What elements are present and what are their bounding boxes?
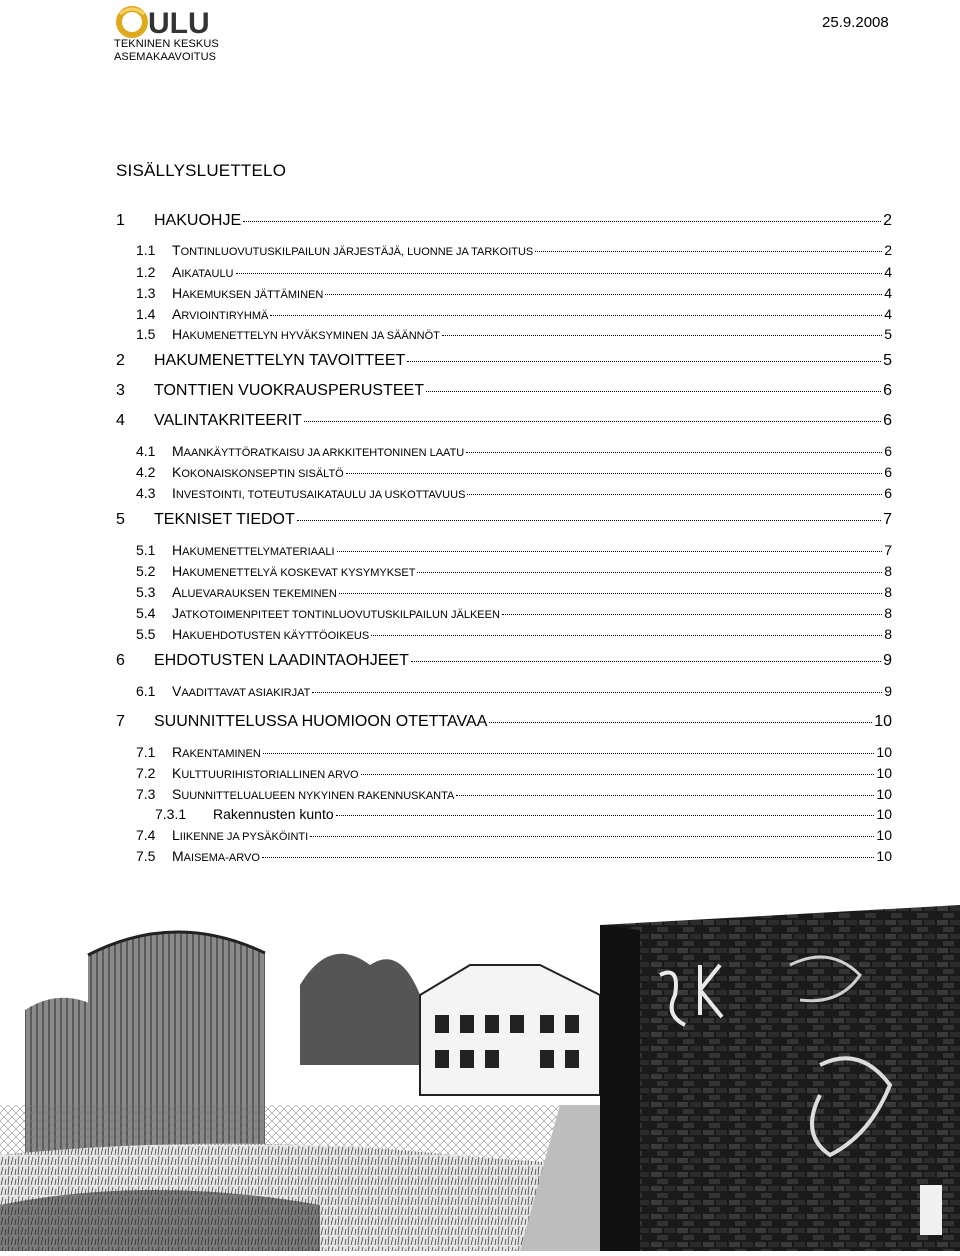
dot-leader	[361, 774, 875, 775]
toc-entry[interactable]: 1.2 AIKATAULU 4	[136, 264, 892, 280]
department-label	[114, 38, 219, 64]
toc-entry[interactable]: 7.3.1 Rakennusten kunto 10	[155, 806, 892, 822]
toc-entry[interactable]: 7.1 RAKENTAMINEN 10	[136, 744, 892, 760]
document-date: 25.9.2008	[822, 14, 889, 31]
toc-entry[interactable]: 1 HAKUOHJE 2	[116, 212, 892, 229]
department-line2: ASEMAKAAVOITUS	[114, 51, 217, 63]
dot-leader	[442, 335, 882, 336]
dot-leader	[467, 494, 882, 495]
toc-entry[interactable]: 1.4 ARVIOINTIRYHMÄ 4	[136, 306, 892, 322]
dot-leader	[270, 315, 882, 316]
dot-leader	[407, 361, 881, 362]
toc-entry[interactable]: 7.2 KULTTUURIHISTORIALLINEN ARVO 10	[136, 765, 892, 781]
dot-leader	[262, 857, 875, 858]
toc-entry[interactable]: 4.3 INVESTOINTI, TOTEUTUSAIKATAULU JA USKOTTAVUUS 6	[136, 485, 892, 501]
toc-entry[interactable]: 5.1 HAKUMENETTELYMATERIAALI 7	[136, 542, 892, 558]
industrial-site-photo	[0, 905, 960, 1251]
svg-text:ULU: ULU	[148, 7, 210, 40]
toc-entry[interactable]: 7.4 LIIKENNE JA PYSÄKÖINTI 10	[136, 827, 892, 843]
dot-leader	[489, 722, 872, 723]
toc-entry[interactable]: 1.5 HAKUMENETTELYN HYVÄKSYMINEN JA SÄÄNNÖT 5	[136, 326, 892, 342]
dot-leader	[297, 520, 881, 521]
dot-leader	[339, 593, 882, 594]
toc-entry[interactable]: 1.3 HAKEMUKSEN JÄTTÄMINEN 4	[136, 285, 892, 301]
dot-leader	[417, 572, 882, 573]
dot-leader	[325, 294, 882, 295]
toc-entry[interactable]: 4 VALINTAKRITEERIT 6	[116, 412, 892, 429]
dot-leader	[456, 795, 874, 796]
dot-leader	[336, 815, 875, 816]
toc-entry[interactable]: 7.3 SUUNNITTELUALUEEN NYKYINEN RAKENNUSKANTA 10	[136, 786, 892, 802]
toc-entry[interactable]: 5.2 HAKUMENETTELYÄ KOSKEVAT KYSYMYKSET 8	[136, 563, 892, 579]
toc-entry[interactable]: 6.1 VAADITTAVAT ASIAKIRJAT 9	[136, 683, 892, 699]
dot-leader	[502, 614, 882, 615]
toc-entry[interactable]: 1.1 TONTINLUOVUTUSKILPAILUN JÄRJESTÄJÄ, LUONNE JA TARKOITUS 2	[136, 242, 892, 258]
oulu-logo	[114, 2, 224, 40]
toc-entry[interactable]: 6 EHDOTUSTEN LAADINTAOHJEET 9	[116, 652, 892, 669]
dot-leader	[263, 753, 875, 754]
toc-entry[interactable]: 5.3 ALUEVARAUKSEN TEKEMINEN 8	[136, 584, 892, 600]
toc-entry[interactable]: 4.2 KOKONAISKONSEPTIN SISÄLTÖ 6	[136, 464, 892, 480]
dot-leader	[243, 221, 881, 222]
dot-leader	[426, 391, 881, 392]
dot-leader	[337, 551, 883, 552]
toc-entry[interactable]: 7 SUUNNITTELUSSA HUOMIOON OTETTAVAA 10	[116, 713, 892, 730]
dot-leader	[346, 473, 882, 474]
toc-entry[interactable]: 4.1 MAANKÄYTTÖRATKAISU JA ARKKITEHTONINEN LAATU 6	[136, 443, 892, 459]
toc-entry[interactable]: 2 HAKUMENETTELYN TAVOITTEET 5	[116, 352, 892, 369]
toc-entry[interactable]: 5 TEKNISET TIEDOT 7	[116, 511, 892, 528]
dot-leader	[236, 273, 883, 274]
dot-leader	[312, 692, 882, 693]
toc-heading: SISÄLLYSLUETTELO	[116, 161, 287, 180]
department-line1: TEKNINEN KESKUS	[114, 38, 219, 50]
page-header	[0, 0, 960, 80]
dot-leader	[535, 251, 882, 252]
toc-entry[interactable]: 5.4 JATKOTOIMENPITEET TONTINLUOVUTUSKILPAILUN JÄLKEEN 8	[136, 605, 892, 621]
dot-leader	[310, 836, 874, 837]
toc-entry[interactable]: 3 TONTTIEN VUOKRAUSPERUSTEET 6	[116, 382, 892, 399]
dot-leader	[466, 452, 882, 453]
dot-leader	[371, 635, 882, 636]
dot-leader	[304, 421, 881, 422]
dot-leader	[411, 661, 881, 662]
toc-entry[interactable]: 5.5 HAKUEHDOTUSTEN KÄYTTÖOIKEUS 8	[136, 626, 892, 642]
toc-entry[interactable]: 7.5 MAISEMA-ARVO 10	[136, 848, 892, 864]
